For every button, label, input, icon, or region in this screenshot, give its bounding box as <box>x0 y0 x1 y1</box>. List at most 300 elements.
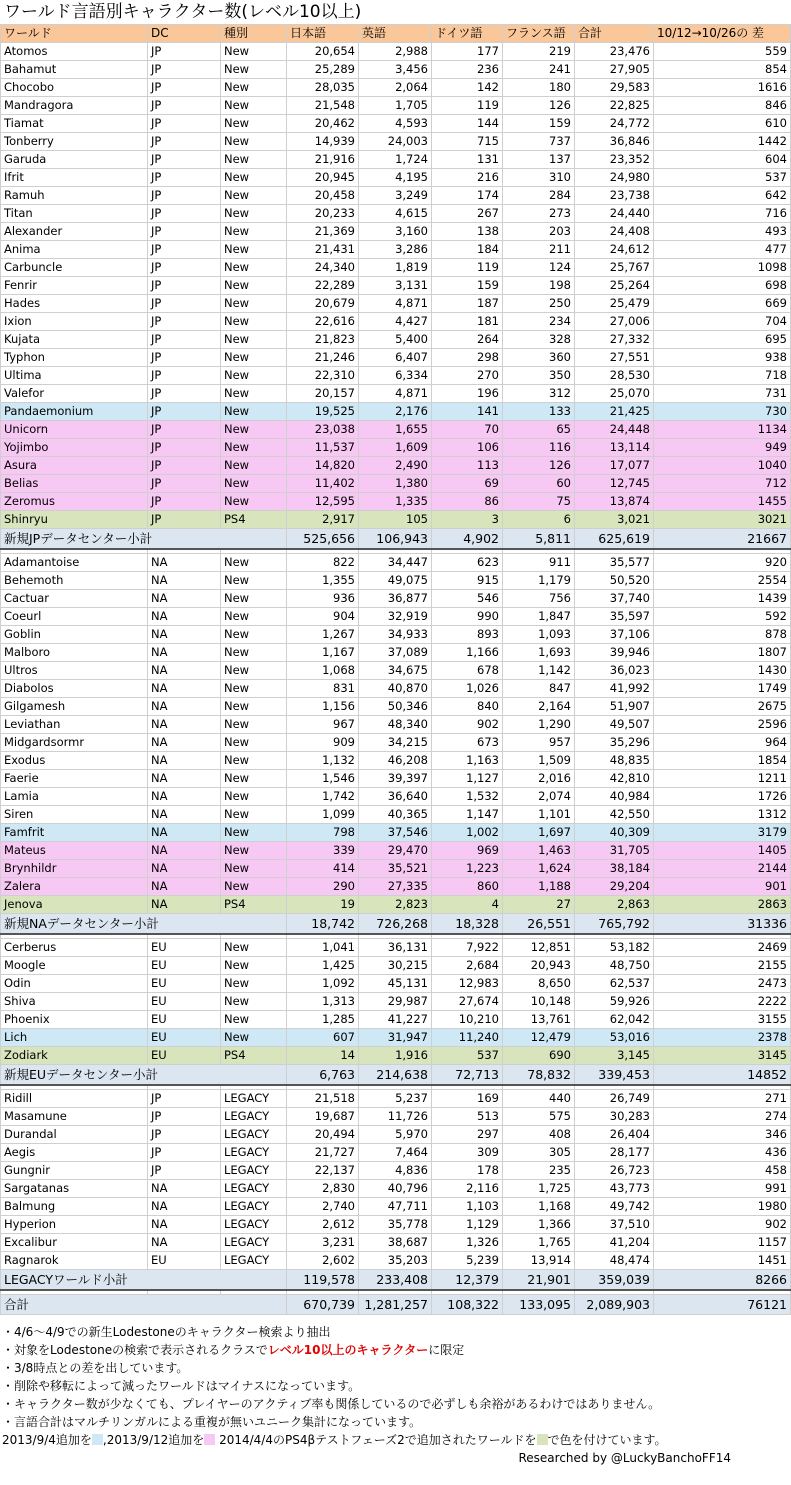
table-row <box>1 457 791 475</box>
table-cell: Hyperion <box>1 1216 148 1234</box>
table-cell: JP <box>148 439 221 457</box>
table-cell: 144 <box>432 115 503 133</box>
subtotal-value: 106,943 <box>359 529 432 550</box>
table-cell: 840 <box>432 698 503 716</box>
table-cell: 4,593 <box>359 115 432 133</box>
table-cell: 47,711 <box>359 1198 432 1216</box>
table-cell: 27,905 <box>575 61 654 79</box>
table-cell: 1098 <box>654 259 791 277</box>
table-cell: 690 <box>503 1047 575 1065</box>
table-cell: 1,380 <box>359 475 432 493</box>
table-cell: 1,290 <box>503 716 575 734</box>
table-cell: 19,687 <box>287 1108 359 1126</box>
subtotal-label: 新規JPデータセンター小計 <box>1 529 287 550</box>
table-cell: NA <box>148 860 221 878</box>
table-cell: Ultima <box>1 367 148 385</box>
table-cell: 25,767 <box>575 259 654 277</box>
table-cell: 35,778 <box>359 1216 432 1234</box>
subtotal-value: 233,408 <box>359 1270 432 1291</box>
table-cell: 1,463 <box>503 842 575 860</box>
table-cell: 2,740 <box>287 1198 359 1216</box>
table-cell: LEGACY <box>221 1108 287 1126</box>
table-cell: 575 <box>503 1108 575 1126</box>
table-cell: 23,038 <box>287 421 359 439</box>
table-cell: 37,740 <box>575 590 654 608</box>
table-cell: 36,131 <box>359 939 432 957</box>
table-cell: 2155 <box>654 957 791 975</box>
table-cell: 49,507 <box>575 716 654 734</box>
table-cell: 7,922 <box>432 939 503 957</box>
table-cell: 1,092 <box>287 975 359 993</box>
subtotal-row <box>1 1270 791 1291</box>
table-cell: LEGACY <box>221 1252 287 1270</box>
table-cell: Tonberry <box>1 133 148 151</box>
table-cell: 1,326 <box>432 1234 503 1252</box>
table-cell: Asura <box>1 457 148 475</box>
table-cell: 911 <box>503 554 575 572</box>
table-cell: 34,447 <box>359 554 432 572</box>
table-cell: 13,761 <box>503 1011 575 1029</box>
table-cell: EU <box>148 1047 221 1065</box>
table-cell: 24,980 <box>575 169 654 187</box>
table-cell: JP <box>148 79 221 97</box>
note-minus: ・削除や移転によって減ったワールドはマイナスになっています。 <box>2 1379 361 1393</box>
table-cell: New <box>221 475 287 493</box>
table-cell: 1,724 <box>359 151 432 169</box>
table-cell: NA <box>148 590 221 608</box>
table-cell: 21,916 <box>287 151 359 169</box>
table-row <box>1 43 791 61</box>
table-cell: 35,296 <box>575 734 654 752</box>
table-cell: 2,823 <box>359 896 432 914</box>
table-cell: New <box>221 939 287 957</box>
table-cell: 43,773 <box>575 1180 654 1198</box>
table-cell: 1,129 <box>432 1216 503 1234</box>
table-cell: New <box>221 97 287 115</box>
table-cell: 902 <box>654 1216 791 1234</box>
table-cell: NA <box>148 770 221 788</box>
table-cell: 42,550 <box>575 806 654 824</box>
table-cell: Mateus <box>1 842 148 860</box>
table-cell: 37,510 <box>575 1216 654 1234</box>
table-cell: 2,064 <box>359 79 432 97</box>
table-cell: 2144 <box>654 860 791 878</box>
table-row <box>1 698 791 716</box>
table-cell: 716 <box>654 205 791 223</box>
table-cell: 3,145 <box>575 1047 654 1065</box>
table-cell: 7,464 <box>359 1144 432 1162</box>
table-row <box>1 1047 791 1065</box>
table-cell: JP <box>148 367 221 385</box>
table-cell: Anima <box>1 241 148 259</box>
table-row <box>1 1011 791 1029</box>
table-cell: 12,983 <box>432 975 503 993</box>
table-row <box>1 716 791 734</box>
table-cell: 50,520 <box>575 572 654 590</box>
table-cell: 698 <box>654 277 791 295</box>
table-cell: 1,167 <box>287 644 359 662</box>
table-cell: 35,577 <box>575 554 654 572</box>
table-cell: 902 <box>432 716 503 734</box>
table-cell: NA <box>148 698 221 716</box>
subtotal-value: 76121 <box>654 1295 791 1315</box>
table-cell: 1439 <box>654 590 791 608</box>
subtotal-value: 4,902 <box>432 529 503 550</box>
table-cell: PS4 <box>221 896 287 914</box>
subtotal-value: 78,832 <box>503 1065 575 1086</box>
table-row <box>1 205 791 223</box>
table-cell: New <box>221 79 287 97</box>
table-cell: NA <box>148 644 221 662</box>
table-cell: 1442 <box>654 133 791 151</box>
table-cell: 715 <box>432 133 503 151</box>
table-cell: New <box>221 788 287 806</box>
table-cell: 4,427 <box>359 313 432 331</box>
table-cell: 10,148 <box>503 993 575 1011</box>
table-cell: 964 <box>654 734 791 752</box>
table-cell: New <box>221 698 287 716</box>
table-cell: 181 <box>432 313 503 331</box>
table-cell: 31,705 <box>575 842 654 860</box>
table-cell: 731 <box>654 385 791 403</box>
table-cell: JP <box>148 1108 221 1126</box>
table-cell: 270 <box>432 367 503 385</box>
table-cell: New <box>221 957 287 975</box>
table-cell: 4,615 <box>359 205 432 223</box>
table-cell: 21,518 <box>287 1090 359 1108</box>
table-cell: 592 <box>654 608 791 626</box>
table-cell: 1,425 <box>287 957 359 975</box>
note-highlight: レベル10以上のキャラクター <box>267 1343 429 1357</box>
table-cell: NA <box>148 680 221 698</box>
table-cell: 24,448 <box>575 421 654 439</box>
column-header: 日本語 <box>287 25 359 43</box>
table-cell: 297 <box>432 1126 503 1144</box>
table-cell: NA <box>148 1216 221 1234</box>
table-cell: 1,188 <box>503 878 575 896</box>
table-cell: New <box>221 1029 287 1047</box>
table-cell: 328 <box>503 331 575 349</box>
table-cell: 6 <box>503 511 575 529</box>
table-cell: 6,334 <box>359 367 432 385</box>
table-cell: 28,177 <box>575 1144 654 1162</box>
table-cell: New <box>221 662 287 680</box>
table-cell: JP <box>148 385 221 403</box>
table-cell: EU <box>148 975 221 993</box>
table-cell: New <box>221 590 287 608</box>
table-cell: 267 <box>432 205 503 223</box>
table-cell: 730 <box>654 403 791 421</box>
table-cell: 21,548 <box>287 97 359 115</box>
table-cell: New <box>221 151 287 169</box>
table-cell: NA <box>148 608 221 626</box>
table-cell: JP <box>148 277 221 295</box>
table-cell: Tiamat <box>1 115 148 133</box>
table-cell: Bahamut <box>1 61 148 79</box>
table-row <box>1 367 791 385</box>
subtotal-value: 525,656 <box>287 529 359 550</box>
table-cell: LEGACY <box>221 1090 287 1108</box>
table-cell: 5,237 <box>359 1090 432 1108</box>
table-cell: 159 <box>432 277 503 295</box>
table-cell: 1211 <box>654 770 791 788</box>
subtotal-label: 新規EUデータセンター小計 <box>1 1065 287 1086</box>
table-cell: 2378 <box>654 1029 791 1047</box>
table-cell: New <box>221 439 287 457</box>
table-cell: JP <box>148 205 221 223</box>
table-cell: 27,006 <box>575 313 654 331</box>
table-cell: 1,546 <box>287 770 359 788</box>
table-cell: 11,537 <box>287 439 359 457</box>
table-cell: Valefor <box>1 385 148 403</box>
table-cell: New <box>221 626 287 644</box>
table-cell: JP <box>148 187 221 205</box>
table-cell: New <box>221 680 287 698</box>
table-cell: New <box>221 975 287 993</box>
sheet-title: ワールド言語別キャラクター数(レベル10以上) <box>0 0 791 24</box>
table-cell: 236 <box>432 61 503 79</box>
table-cell: 274 <box>654 1108 791 1126</box>
table-cell: 24,612 <box>575 241 654 259</box>
table-cell: Faerie <box>1 770 148 788</box>
table-cell: 2675 <box>654 698 791 716</box>
table-cell: 559 <box>654 43 791 61</box>
table-row <box>1 1144 791 1162</box>
subtotal-value: 14852 <box>654 1065 791 1086</box>
table-cell: 1,168 <box>503 1198 575 1216</box>
table-cell: 678 <box>432 662 503 680</box>
table-cell: 831 <box>287 680 359 698</box>
table-cell: 241 <box>503 61 575 79</box>
table-cell: LEGACY <box>221 1216 287 1234</box>
table-cell: 1,705 <box>359 97 432 115</box>
table-cell: Unicorn <box>1 421 148 439</box>
table-cell: 137 <box>503 151 575 169</box>
table-cell: 477 <box>654 241 791 259</box>
table-row <box>1 1108 791 1126</box>
table-cell: 24,772 <box>575 115 654 133</box>
table-row <box>1 511 791 529</box>
table-row <box>1 187 791 205</box>
table-cell: 32,919 <box>359 608 432 626</box>
table-cell: 604 <box>654 151 791 169</box>
table-cell: NA <box>148 878 221 896</box>
subtotal-value: 214,638 <box>359 1065 432 1086</box>
note-activity: ・キャラクター数が少なくても、プレイヤーのアクティブ率も関係しているので必ずしも余裕があるわけではありません。 <box>2 1397 661 1411</box>
table-cell: 5,239 <box>432 1252 503 1270</box>
table-cell: 219 <box>503 43 575 61</box>
table-cell: JP <box>148 457 221 475</box>
table-cell: 2,016 <box>503 770 575 788</box>
table-row <box>1 1029 791 1047</box>
table-cell: 915 <box>432 572 503 590</box>
table-cell: 86 <box>432 493 503 511</box>
table-cell: 2,490 <box>359 457 432 475</box>
table-cell: NA <box>148 752 221 770</box>
subtotal-label: 新規NAデータセンター小計 <box>1 914 287 935</box>
table-cell: EU <box>148 1029 221 1047</box>
table-cell: New <box>221 493 287 511</box>
table-cell: 4,195 <box>359 169 432 187</box>
table-cell: 1,765 <box>503 1234 575 1252</box>
table-cell: 3 <box>432 511 503 529</box>
table-row <box>1 259 791 277</box>
world-table <box>0 24 791 1315</box>
table-cell: 40,984 <box>575 788 654 806</box>
table-cell: 1,026 <box>432 680 503 698</box>
table-cell: 30,283 <box>575 1108 654 1126</box>
table-cell: 20,945 <box>287 169 359 187</box>
table-cell: 2,988 <box>359 43 432 61</box>
table-cell: 822 <box>287 554 359 572</box>
table-cell: 62,537 <box>575 975 654 993</box>
table-cell: JP <box>148 511 221 529</box>
table-row <box>1 1126 791 1144</box>
table-cell: JP <box>148 151 221 169</box>
table-cell: 346 <box>654 1126 791 1144</box>
table-cell: 1,697 <box>503 824 575 842</box>
table-row <box>1 1180 791 1198</box>
subtotal-value: 31336 <box>654 914 791 935</box>
table-cell: 21,246 <box>287 349 359 367</box>
table-cell: 860 <box>432 878 503 896</box>
table-cell: 25,070 <box>575 385 654 403</box>
table-cell: Balmung <box>1 1198 148 1216</box>
table-cell: 2,863 <box>575 896 654 914</box>
table-row <box>1 97 791 115</box>
table-cell: 1,624 <box>503 860 575 878</box>
table-cell: 12,745 <box>575 475 654 493</box>
table-cell: Ultros <box>1 662 148 680</box>
table-row <box>1 295 791 313</box>
table-cell: 1,335 <box>359 493 432 511</box>
table-cell: EU <box>148 1011 221 1029</box>
table-cell: 909 <box>287 734 359 752</box>
table-cell: New <box>221 421 287 439</box>
table-cell: 39,397 <box>359 770 432 788</box>
table-cell: JP <box>148 43 221 61</box>
table-cell: 493 <box>654 223 791 241</box>
table-cell: 938 <box>654 349 791 367</box>
table-cell: 1134 <box>654 421 791 439</box>
table-cell: 40,309 <box>575 824 654 842</box>
table-cell: 53,182 <box>575 939 654 957</box>
column-header: ドイツ語 <box>432 25 503 43</box>
table-cell: 13,914 <box>503 1252 575 1270</box>
table-row <box>1 79 791 97</box>
table-cell: 75 <box>503 493 575 511</box>
table-cell: 20,943 <box>503 957 575 975</box>
table-cell: 37,089 <box>359 644 432 662</box>
table-cell: 36,877 <box>359 590 432 608</box>
note-unique: ・言語合計はマルチリンガルによる重複が無いユニーク集計になっています。 <box>2 1415 422 1429</box>
table-cell: 1,103 <box>432 1198 503 1216</box>
table-cell: 119 <box>432 259 503 277</box>
table-row <box>1 993 791 1011</box>
table-cell: New <box>221 295 287 313</box>
table-row <box>1 133 791 151</box>
table-cell: New <box>221 367 287 385</box>
table-cell: New <box>221 608 287 626</box>
table-cell: JP <box>148 295 221 313</box>
table-cell: NA <box>148 716 221 734</box>
subtotal-value: 21,901 <box>503 1270 575 1291</box>
table-cell: 25,289 <box>287 61 359 79</box>
table-cell: 17,077 <box>575 457 654 475</box>
table-cell: 177 <box>432 43 503 61</box>
table-cell: New <box>221 331 287 349</box>
subtotal-value: 72,713 <box>432 1065 503 1086</box>
table-cell: 695 <box>654 331 791 349</box>
table-cell: 1455 <box>654 493 791 511</box>
table-cell: JP <box>148 133 221 151</box>
table-cell: 2,176 <box>359 403 432 421</box>
table-cell: 23,352 <box>575 151 654 169</box>
table-cell: 48,835 <box>575 752 654 770</box>
subtotal-row <box>1 1065 791 1086</box>
table-cell: 2,917 <box>287 511 359 529</box>
table-cell: 1,132 <box>287 752 359 770</box>
table-cell: 290 <box>287 878 359 896</box>
table-row <box>1 349 791 367</box>
table-cell: 70 <box>432 421 503 439</box>
table-cell: 29,583 <box>575 79 654 97</box>
notes <box>0 1315 791 1467</box>
table-cell: 1040 <box>654 457 791 475</box>
table-cell: 39,946 <box>575 644 654 662</box>
table-row <box>1 115 791 133</box>
table-cell: 991 <box>654 1180 791 1198</box>
table-cell: Brynhildr <box>1 860 148 878</box>
table-cell: New <box>221 806 287 824</box>
table-cell: 2,602 <box>287 1252 359 1270</box>
table-cell: 957 <box>503 734 575 752</box>
subtotal-label: LEGACYワールド小計 <box>1 1270 287 1291</box>
table-cell: Mandragora <box>1 97 148 115</box>
column-header: 種別 <box>221 25 287 43</box>
table-cell: New <box>221 644 287 662</box>
table-cell: 27,332 <box>575 331 654 349</box>
table-cell: Shiva <box>1 993 148 1011</box>
table-cell: Typhon <box>1 349 148 367</box>
table-cell: Ragnarok <box>1 1252 148 1270</box>
table-cell: 29,987 <box>359 993 432 1011</box>
table-cell: 26,723 <box>575 1162 654 1180</box>
table-cell: 712 <box>654 475 791 493</box>
table-cell: Excalibur <box>1 1234 148 1252</box>
table-cell: 51,907 <box>575 698 654 716</box>
table-cell: LEGACY <box>221 1144 287 1162</box>
table-row <box>1 277 791 295</box>
table-cell: 436 <box>654 1144 791 1162</box>
table-cell: New <box>221 43 287 61</box>
table-cell: Cactuar <box>1 590 148 608</box>
table-cell: 1,366 <box>503 1216 575 1234</box>
table-cell: NA <box>148 626 221 644</box>
table-cell: Malboro <box>1 644 148 662</box>
table-row <box>1 223 791 241</box>
table-cell: 24,340 <box>287 259 359 277</box>
subtotal-value: 108,322 <box>432 1295 503 1315</box>
table-cell: New <box>221 241 287 259</box>
table-row <box>1 1198 791 1216</box>
table-cell: 216 <box>432 169 503 187</box>
table-cell: 14,820 <box>287 457 359 475</box>
subtotal-value: 2,089,903 <box>575 1295 654 1315</box>
table-cell: JP <box>148 223 221 241</box>
table-cell: Jenova <box>1 896 148 914</box>
table-cell: 1430 <box>654 662 791 680</box>
